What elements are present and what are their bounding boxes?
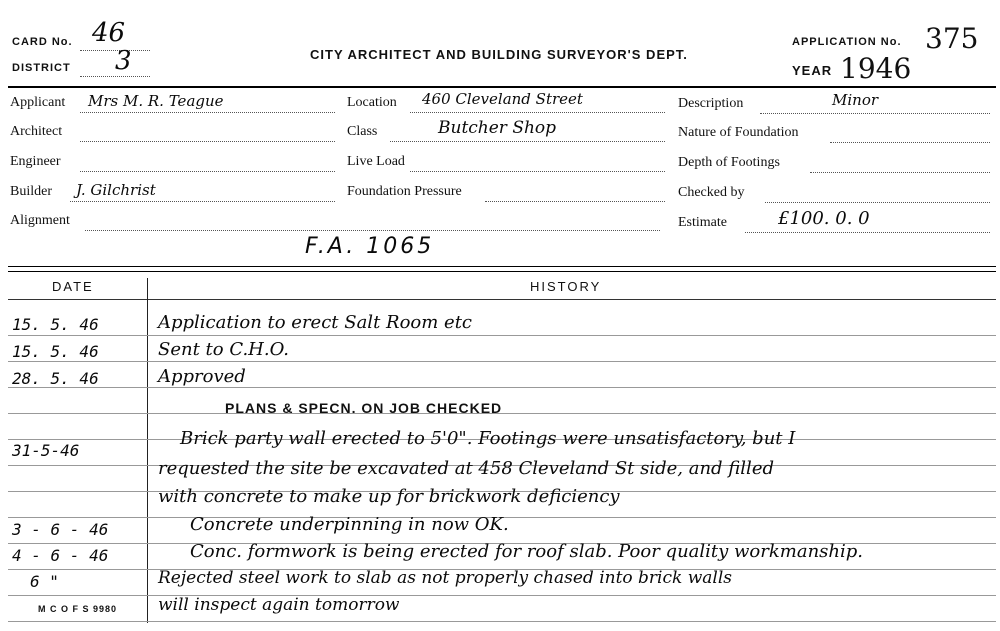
history-date: 15. 5. 46 <box>12 315 99 334</box>
history-date: 3 - 6 - 46 <box>12 520 109 539</box>
file-reference: F.A. 1065 <box>305 234 435 259</box>
history-entry: Conc. formwork is being erected for roof slab. Poor quality workmanship. <box>190 541 864 562</box>
history-entry: Approved <box>158 366 246 387</box>
date-column-header: DATE <box>52 279 94 294</box>
history-date: 31-5-46 <box>12 441 80 460</box>
history-column-header: HISTORY <box>530 279 602 294</box>
history-date: 4 - 6 - 46 <box>12 546 109 565</box>
live-load-label: Live Load <box>347 154 405 169</box>
history-entry: Sent to C.H.O. <box>158 339 290 360</box>
engineer-label: Engineer <box>10 154 61 169</box>
history-entry: requested the site be excavated at 458 Cleveland St side, and filled <box>158 458 774 479</box>
header-bottom-rule <box>8 299 996 300</box>
builder-label: Builder <box>10 184 52 199</box>
history-entry: will inspect again tomorrow <box>158 595 400 615</box>
depth-of-footings-label: Depth of Footings <box>678 155 780 170</box>
description-value: Minor <box>832 91 879 109</box>
foundation-pressure-label: Foundation Pressure <box>347 184 462 199</box>
application-no-value: 375 <box>925 22 979 55</box>
location-value: 460 Cleveland Street <box>422 90 583 108</box>
description-label: Description <box>678 96 744 111</box>
department-title: CITY ARCHITECT AND BUILDING SURVEYOR'S DEPT. <box>310 47 688 62</box>
history-entry: with concrete to make up for brickwork deficiency <box>158 486 620 507</box>
location-label: Location <box>347 95 397 110</box>
table-top-rule <box>8 266 996 267</box>
form-code: M C O F S 9980 <box>38 604 118 614</box>
class-value: Butcher Shop <box>438 118 557 138</box>
history-entry: Concrete underpinning in now OK. <box>190 514 509 535</box>
applicant-label: Applicant <box>10 95 66 110</box>
plans-checked-stamp: PLANS & SPECN. ON JOB CHECKED <box>225 400 503 416</box>
architect-label: Architect <box>10 124 63 139</box>
header-rule <box>8 86 996 88</box>
estimate-label: Estimate <box>678 215 727 230</box>
card-no-value: 46 <box>92 18 126 48</box>
alignment-label: Alignment <box>10 213 70 228</box>
history-date: 28. 5. 46 <box>12 369 99 388</box>
class-label: Class <box>347 124 378 139</box>
nature-of-foundation-label: Nature of Foundation <box>678 125 799 140</box>
application-no-label: APPLICATION No. <box>792 36 902 48</box>
district-value: 3 <box>115 46 132 76</box>
estimate-value: £100. 0. 0 <box>778 208 870 229</box>
district-label: DISTRICT <box>12 62 71 74</box>
history-date: 6 " <box>30 572 59 591</box>
year-label: YEAR <box>792 63 833 78</box>
table-top-rule-2 <box>8 271 996 272</box>
checked-by-label: Checked by <box>678 185 745 200</box>
builder-value: J. Gilchrist <box>76 181 156 199</box>
history-entry: Brick party wall erected to 5'0". Footings were unsatisfactory, but I <box>180 428 796 449</box>
year-value: 1946 <box>840 52 912 85</box>
applicant-value: Mrs M. R. Teague <box>88 92 224 110</box>
history-entry: Rejected steel work to slab as not properly chased into brick walls <box>158 568 733 588</box>
history-date: 15. 5. 46 <box>12 342 99 361</box>
card-no-label: CARD No. <box>12 36 73 48</box>
history-entry: Application to erect Salt Room etc <box>158 312 473 333</box>
